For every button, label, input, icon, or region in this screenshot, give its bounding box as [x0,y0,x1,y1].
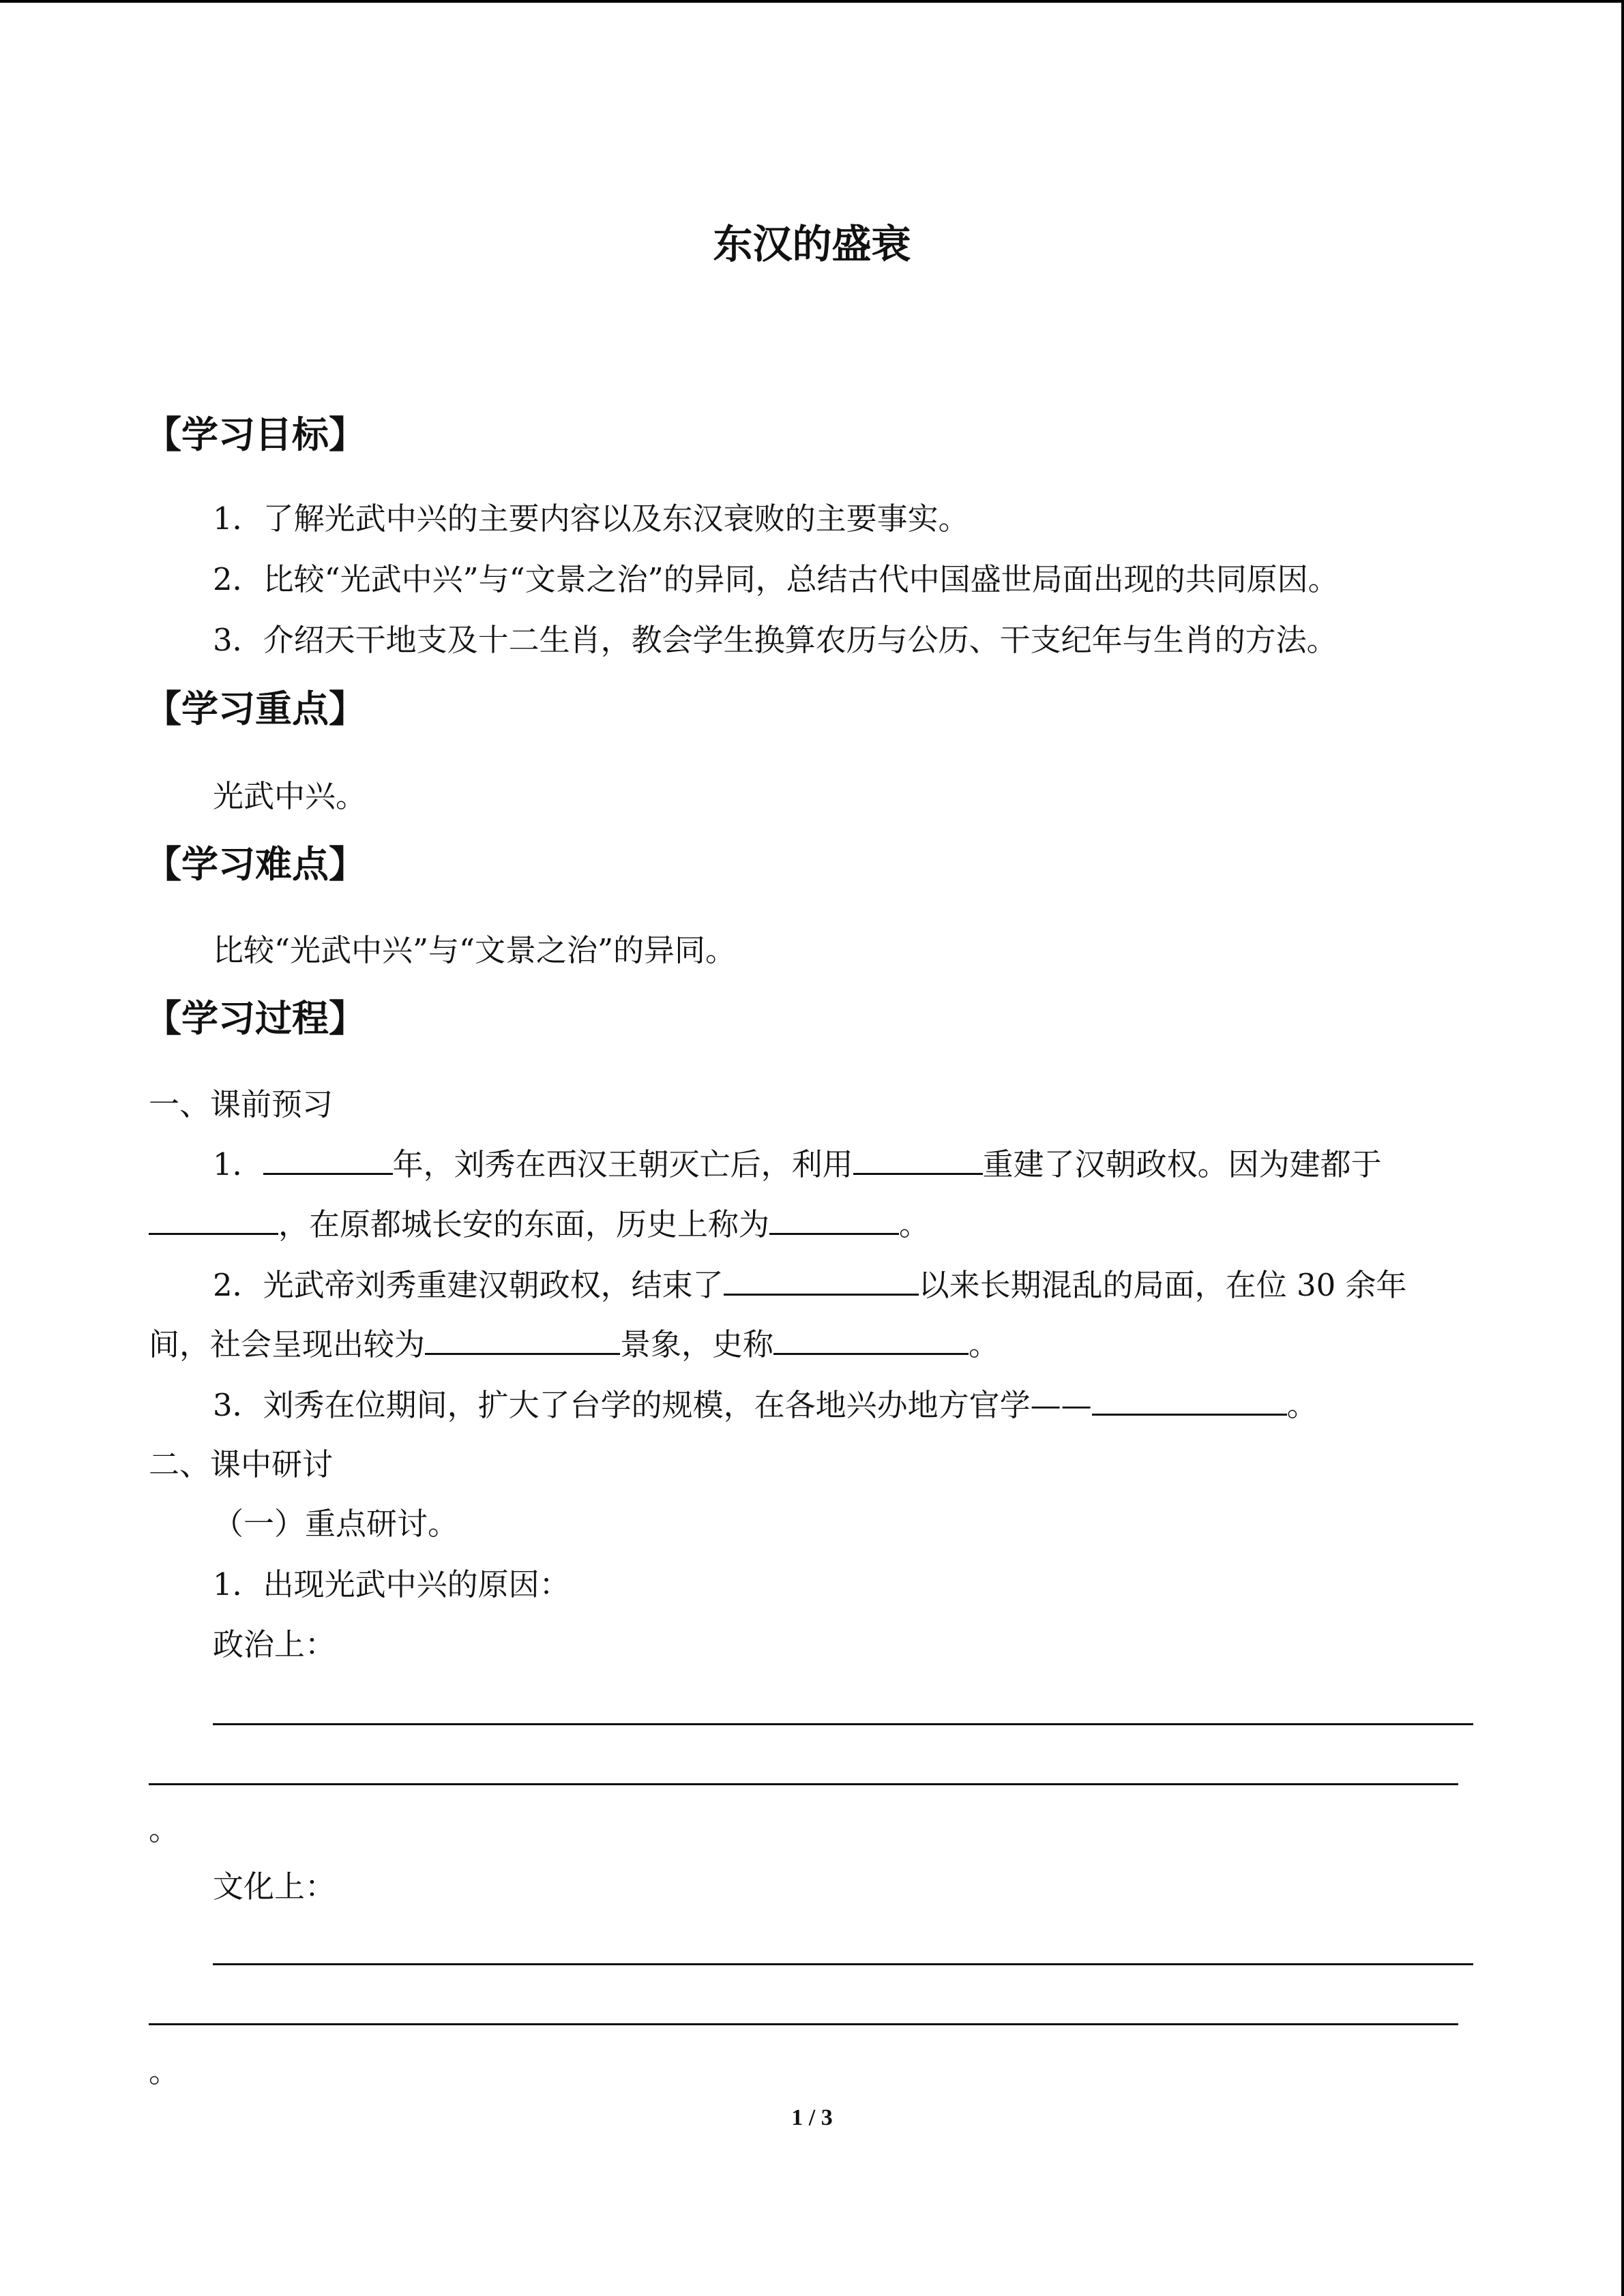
answer-line[interactable] [149,1783,1458,1785]
preview-question-3 [213,1386,1318,1425]
politics-end-mark: 。 [149,1811,180,1847]
discussion-heading: 二、课中研讨 [149,1446,334,1482]
answer-blank[interactable] [263,1146,393,1175]
preview-question-1-line-1 [213,1146,1382,1184]
page-number: 1 / 3 [791,2105,833,2130]
key-point-text: 光武中兴。 [213,778,367,814]
q2-text-5: 。 [969,1326,1000,1362]
page-title: 东汉的盛衰 [713,221,911,267]
answer-line[interactable] [149,2023,1458,2025]
objective-item-2: 2．比较“光武中兴”与“文景之治”的异同，总结古代中国盛世局面出现的共同原因。 [213,561,1339,597]
answer-blank[interactable] [769,1206,899,1235]
discussion-sub-heading: （一）重点研讨。 [213,1506,459,1542]
answer-blank[interactable] [773,1326,969,1355]
process-heading: 【学习过程】 [145,996,366,1040]
answer-blank[interactable] [425,1326,620,1355]
q1-number: 1． [213,1146,263,1182]
answer-blank[interactable] [724,1266,919,1296]
page-border-top [0,0,1624,3]
q3-text-1: 3．刘秀在位期间，扩大了台学的规模，在各地兴办地方官学—— [213,1387,1092,1423]
answer-blank[interactable] [1092,1386,1287,1416]
objective-item-1: 1．了解光武中兴的主要内容以及东汉衰败的主要事实。 [213,501,969,537]
culture-end-mark: 。 [149,2053,180,2089]
answer-blank[interactable] [149,1206,278,1235]
page-border-right [1621,0,1624,2296]
preview-question-1-line-2 [149,1206,930,1244]
preview-heading: 一、课前预习 [149,1086,334,1122]
answer-blank[interactable] [853,1146,983,1175]
q3-text-2: 。 [1286,1387,1318,1423]
q1-text-4: 。 [899,1206,930,1242]
q2-text-4: 景象，史称 [620,1326,774,1362]
q1-text-2: 重建了汉朝政权。因为建都于 [982,1146,1382,1182]
culture-label: 文化上： [213,1868,336,1905]
objective-item-3: 3．介绍天干地支及十二生肖，教会学生换算农历与公历、干支纪年与生肖的方法。 [213,622,1338,658]
q2-text-2: 以来长期混乱的局面，在位 30 余年 [918,1267,1407,1303]
difficulty-text: 比较“光武中兴”与“文景之治”的异同。 [213,932,737,968]
q1-text-1: 年，刘秀在西汉王朝灭亡后，利用 [392,1146,853,1182]
q2-text-3: 间，社会呈现出较为 [149,1326,426,1362]
q2-text-1: 2．光武帝刘秀重建汉朝政权，结束了 [213,1267,724,1303]
difficulty-heading: 【学习难点】 [145,842,366,886]
politics-label: 政治上： [213,1626,336,1663]
key-point-heading: 【学习重点】 [145,687,366,730]
answer-line[interactable] [213,1963,1473,1965]
objectives-heading: 【学习目标】 [145,413,366,456]
q1-text-3: ，在原都城长安的东面，历史上称为 [278,1206,770,1242]
preview-question-2-line-2 [149,1326,999,1364]
answer-line[interactable] [213,1723,1473,1725]
discussion-question-1: 1．出现光武中兴的原因： [213,1566,570,1602]
preview-question-2-line-1 [213,1266,1407,1304]
